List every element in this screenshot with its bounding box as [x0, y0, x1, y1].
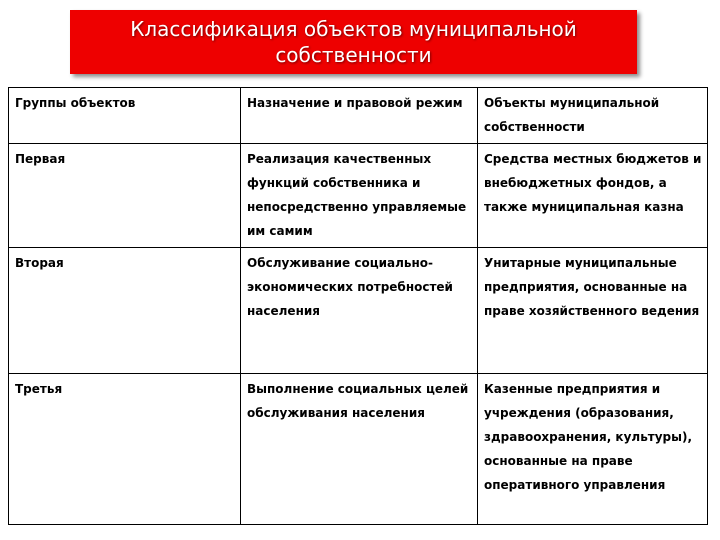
cell-purpose: Обслуживание социально-экономических потребностей населения [241, 248, 478, 374]
cell-purpose: Выполнение социальных целей обслуживания населения [241, 374, 478, 525]
table-row [9, 374, 708, 525]
cell-purpose: Реализация качественных функций собственника и непосредственно управляемые им самим [241, 144, 478, 248]
cell-objects: Унитарные муниципальные предприятия, основанные на праве хозяйственного ведения [478, 248, 708, 374]
header-cell-objects: Объекты муниципальной собственности [478, 88, 708, 144]
header-cell-purpose: Назначение и правовой режим [241, 88, 478, 144]
table-header-row [9, 88, 708, 144]
classification-table [8, 87, 708, 525]
page-title: Классификация объектов муниципальной собственности [130, 17, 577, 67]
table-row [9, 144, 708, 248]
header-cell-groups: Группы объектов [9, 88, 241, 144]
cell-objects: Казенные предприятия и учреждения (образования, здравоохранения, культуры), основанные на праве оперативного управления [478, 374, 708, 525]
cell-group: Первая [9, 144, 241, 248]
title-banner [70, 10, 637, 74]
cell-group: Вторая [9, 248, 241, 374]
cell-objects: Средства местных бюджетов и внебюджетных фондов, а также муниципальная казна [478, 144, 708, 248]
cell-group: Третья [9, 374, 241, 525]
table-row [9, 248, 708, 374]
